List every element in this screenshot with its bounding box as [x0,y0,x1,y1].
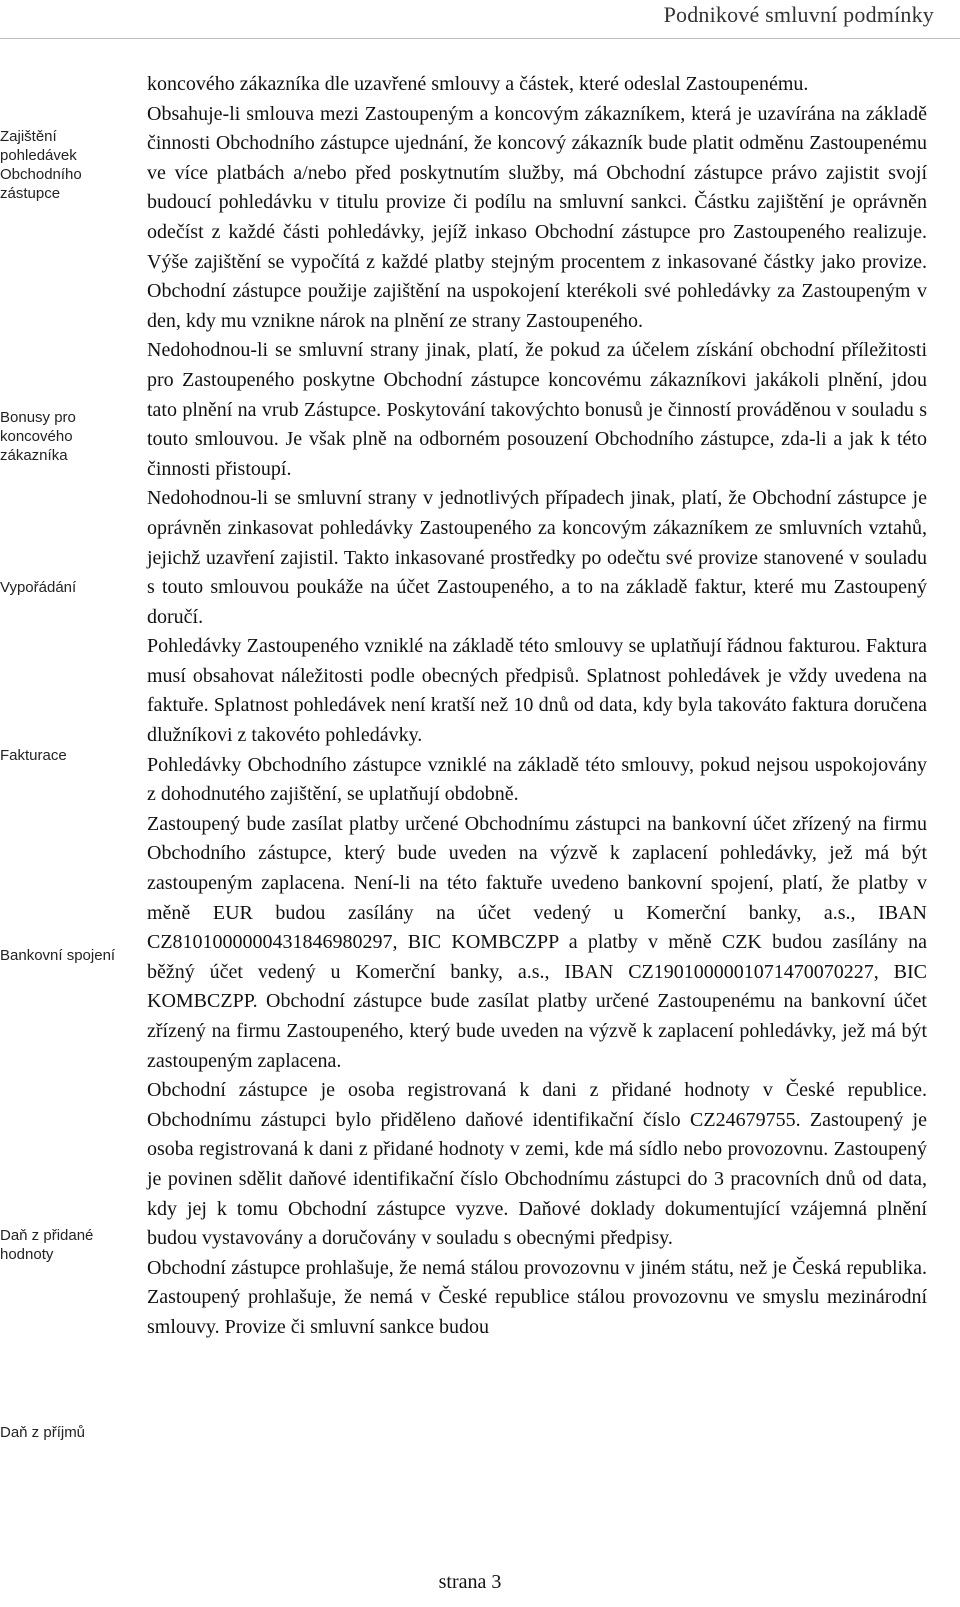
sidebar-label-dan-z-prijmu: Daň z příjmů [0,1424,86,1441]
sidebar-label-zajisteni: Zajištění pohledávek Obchodního zástupce [0,128,82,202]
paragraph-bonusy: Nedohodnou-li se smluvní strany jinak, platí, že pokud za účelem získání obchodní příležitosti pro Zastoupeného poskytne Obchodní zástupce koncovému zákazníkovi jakákoli plnění, jdou tato plnění na vrub Zástupce. Poskytování takovýchto bonusů je činností prováděnou v souladu s touto smlouvou. Je však plně na odborném posouzení Obchodního zástupce, zda-li a jak k této činnosti přistoupí. [147,339,927,480]
paragraph-zajisteni-pohledavek: Obsahuje-li smlouva mezi Zastoupeným a koncovým zákazníkem, která je uzavírána na základě činnosti Obchodního zástupce ujednání, že koncový zákazník bude platit odměnu Zastoupenému ve více platbách a/nebo před poskytnutím služby, má Obchodní zástupce právo zajistit svojí budoucí pohledávku v titulu provize či podílu na smluvní sankci. Částku zajištění je oprávněn odečíst z každé části pohledávky, jejíž inkaso Obchodní zástupce pro Zastoupeného realizuje. Výše zajištění se vypočítá z každé platby stejným procentem z inkasované částky jako provize. Obchodní zástupce použije zajištění na uspokojení kterékoli své pohledávky za Zastoupeným v den, kdy mu vznikne nárok na plnění ze strany Zastoupeného. [147,102,927,332]
paragraph-dph: Obchodní zástupce je osoba registrovaná k dani z přidané hodnoty v České republice. Obchodnímu zástupci bylo přiděleno daňové identifikační číslo CZ24679755. Zastoupený je osoba registrovaná k dani z přidané hodnoty v zemi, kde má sídlo nebo provozovnu. Zastoupený je povinen sdělit daňové identifikační číslo Obchodnímu zástupci do 3 pracovních dnů od data, kdy jej k tomu Obchodní zástupce vyzve. Daňové doklady dokumentující vzájemná plnění budou vystavovány a doručovány v souladu s obecnými předpisy. [147,1079,927,1250]
sidebar-label-dph: Daň z přidané hodnoty [0,1227,94,1263]
paragraph-vyporadani: Nedohodnou-li se smluvní strany v jednotlivých případech jinak, platí, že Obchodní zástupce je oprávněn zinkasovat pohledávky Zastoupeného za koncovým zákazníkem ze smluvních vztahů, jejichž uzavření zajistil. Takto inkasované prostředky po odečtu své provize stanovené v souladu s touto smlouvou poukáže na účet Zastoupeného, a to na základě faktur, které mu Zastoupený doručí. [147,487,927,628]
page-number: strana 3 [438,1571,502,1593]
sidebar-label-bonusy: Bonusy pro koncového zákazníka [0,409,76,464]
sidebar-label-bankovni-spojeni: Bankovní spojení [0,947,116,964]
sidebar-label-fakturace: Fakturace [0,747,67,764]
paragraph-fakturace-zastupce: Pohledávky Obchodního zástupce vzniklé na základě této smlouvy, pokud nejsou uspokojovány z dohodnutého zajištění, se uplatňují obdobně. [147,753,927,806]
page-header-title: Podnikové smluvní podmínky [663,2,934,27]
header-divider [0,38,960,39]
document-body [147,70,927,1343]
paragraph-fakturace-zastoupeny: Pohledávky Zastoupeného vzniklé na základě této smlouvy se uplatňují řádnou fakturou. Faktura musí obsahovat náležitosti podle obecných předpisů. Splatnost pohledávek je vždy uvedena na faktuře. Splatnost pohledávek není kratší než 10 dnů od data, kdy byla takováto faktura doručena dlužníkovi z takovéto pohledávky. [147,635,927,747]
paragraph-dan-z-prijmu: Obchodní zástupce prohlašuje, že nemá stálou provozovnu v jiném státu, než je Česká republika. Zastoupený prohlašuje, že nemá v České republice stálou provozovnu ve smyslu mezinárodní smlouvy. Provize či smluvní sankce budou [147,1256,927,1338]
sidebar-label-vyporadani: Vypořádání [0,579,77,596]
paragraph-continuation: koncového zákazníka dle uzavřené smlouvy a částek, které odeslal Zastoupenému. [147,73,809,95]
paragraph-bankovni-spojeni: Zastoupený bude zasílat platby určené Obchodnímu zástupci na bankovní účet zřízený na firmu Obchodního zástupce, který bude uveden na výzvě k zaplacení pohledávky, jež má být zastoupeným zaplacena. Není-li na této faktuře uvedeno bankovní spojení, platí, že platby v měně EUR budou zasílány na účet vedený u Komerční banky, a.s., IBAN CZ8101000000431846980297, BIC KOMBCZPP a platby v měně CZK budou zasílány na běžný účet vedený u Komerční banky, a.s., IBAN CZ1901000001071470070227, BIC KOMBCZPP. Obchodní zástupce bude zasílat platby určené Zastoupenému na bankovní účet zřízený na firmu Zastoupeného, který bude uveden na výzvě k zaplacení pohledávky, jež má být zastoupeným zaplacena. [147,812,927,1072]
